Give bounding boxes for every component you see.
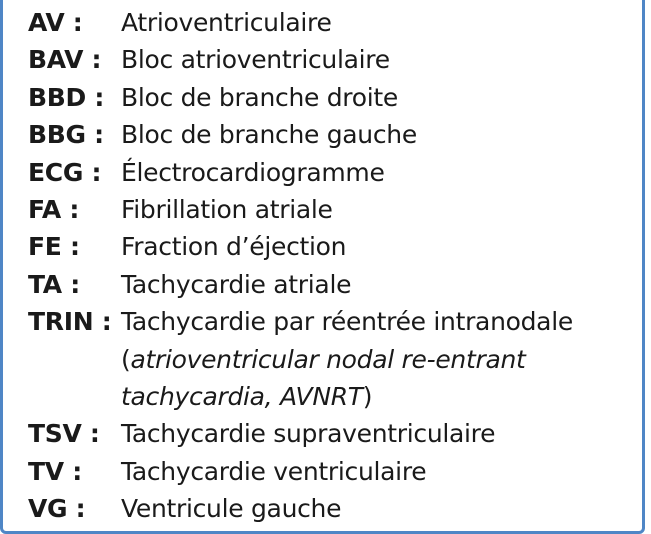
abbreviation: ECG : (28, 157, 102, 187)
abbreviation: BBG : (28, 120, 104, 150)
list-item (28, 266, 638, 303)
list-item (28, 191, 638, 228)
definition-note-line-2 (121, 378, 638, 415)
abbreviation: TSV : (28, 419, 100, 449)
definition: Tachycardie atriale (121, 269, 352, 299)
abbreviation: TA : (28, 269, 80, 299)
list-item (28, 154, 638, 191)
definition: Bloc de branche droite (121, 82, 398, 112)
definition: Bloc atrioventriculaire (121, 45, 390, 75)
abbreviation: AV : (28, 8, 83, 37)
list-item (28, 415, 638, 452)
abbreviation-list (28, 4, 638, 528)
list-item (28, 41, 638, 78)
list-item (28, 490, 638, 527)
list-item (28, 228, 638, 265)
definition: Atrioventriculaire (121, 8, 332, 37)
abbreviation: VG : (28, 494, 86, 524)
note-open-paren: ( (121, 344, 131, 374)
definition: Ventricule gauche (121, 494, 342, 524)
abbreviation: BBD : (28, 82, 105, 112)
definition: Tachycardie supraventriculaire (121, 419, 496, 449)
abbreviation: FA : (28, 195, 80, 225)
list-item (28, 79, 638, 116)
abbreviation: BAV : (28, 45, 102, 75)
definition: Tachycardie ventriculaire (121, 456, 427, 486)
abbreviation: TRIN : (28, 307, 112, 337)
definition-main: Tachycardie par réentrée intranodale (121, 307, 573, 337)
list-item (28, 303, 638, 415)
list-item (28, 116, 638, 153)
list-item (28, 453, 638, 490)
definition-note-line-1 (121, 341, 638, 378)
note-english-term-cont: tachycardia, AVNRT (121, 382, 363, 412)
list-item (28, 4, 638, 41)
note-english-term: atrioventricular nodal re-entrant (130, 344, 526, 374)
definition: Fibrillation atriale (121, 195, 333, 225)
abbreviation: TV : (28, 456, 82, 486)
abbreviation: FE : (28, 232, 80, 262)
note-close-paren: ) (362, 382, 373, 412)
definition: Bloc de branche gauche (121, 120, 417, 150)
definition (121, 303, 638, 415)
definition: Fraction d’éjection (121, 232, 347, 262)
definition: Électrocardiogramme (121, 157, 385, 187)
